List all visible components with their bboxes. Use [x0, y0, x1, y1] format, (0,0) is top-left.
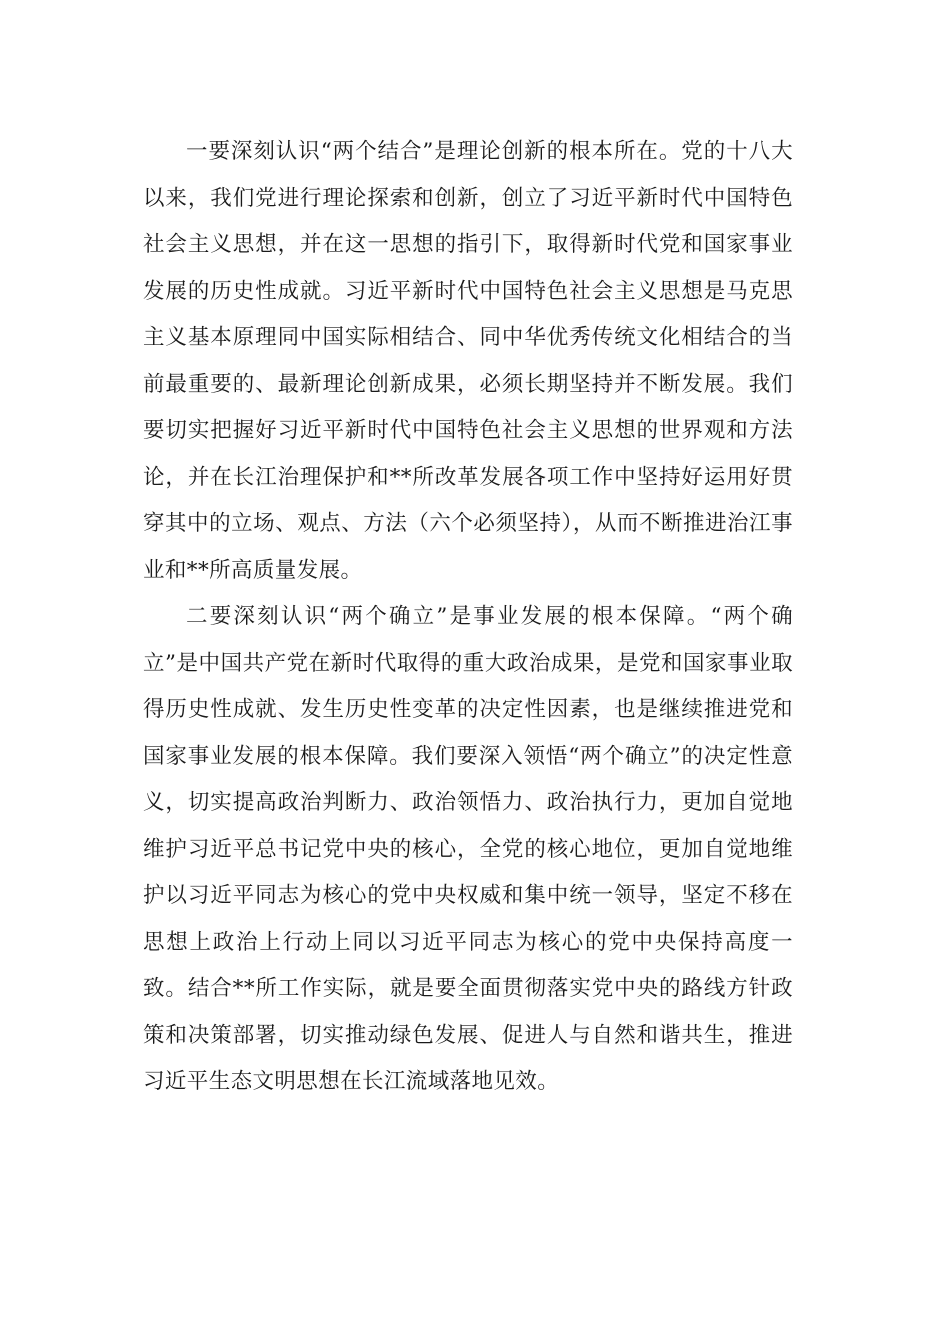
- paragraph-two-combinations: 一要深刻认识“两个结合”是理论创新的根本所在。党的十八大以来，我们党进行理论探索和创新，创立了习近平新时代中国特色社会主义思想，并在这一思想的指引下，取得新时代党和国家事业发展的历史性成就。习近平新时代中国特色社会主义思想是马克思主义基本原理同中国实际相结合、同中华优秀传统文化相结合的当前最重要的、最新理论创新成果，必须长期坚持并不断发展。我们要切实把握好习近平新时代中国特色社会主义思想的世界观和方法论，并在长江治理保护和**所改革发展各项工作中坚持好运用好贯穿其中的立场、观点、方法（六个必须坚持），从而不断推进治江事业和**所高质量发展。: [143, 139, 793, 583]
- paragraph-two-establishments: 二要深刻认识“两个确立”是事业发展的根本保障。“两个确立”是中国共产党在新时代取得的重大政治成果，是党和国家事业取得历史性成就、发生历史性变革的决定性因素，也是继续推进党和国家事业发展的根本保障。我们要深入领悟“两个确立”的决定性意义，切实提高政治判断力、政治领悟力、政治执行力，更加自觉地维护习近平总书记党中央的核心，全党的核心地位，更加自觉地维护以习近平同志为核心的党中央权威和集中统一领导，坚定不移在思想上政治上行动上同以习近平同志为核心的党中央保持高度一致。结合**所工作实际，就是要全面贯彻落实党中央的路线方针政策和决策部署，切实推动绿色发展、促进人与自然和谐共生，推进习近平生态文明思想在长江流域落地见效。: [143, 604, 793, 1094]
- document-body: [143, 129, 793, 1106]
